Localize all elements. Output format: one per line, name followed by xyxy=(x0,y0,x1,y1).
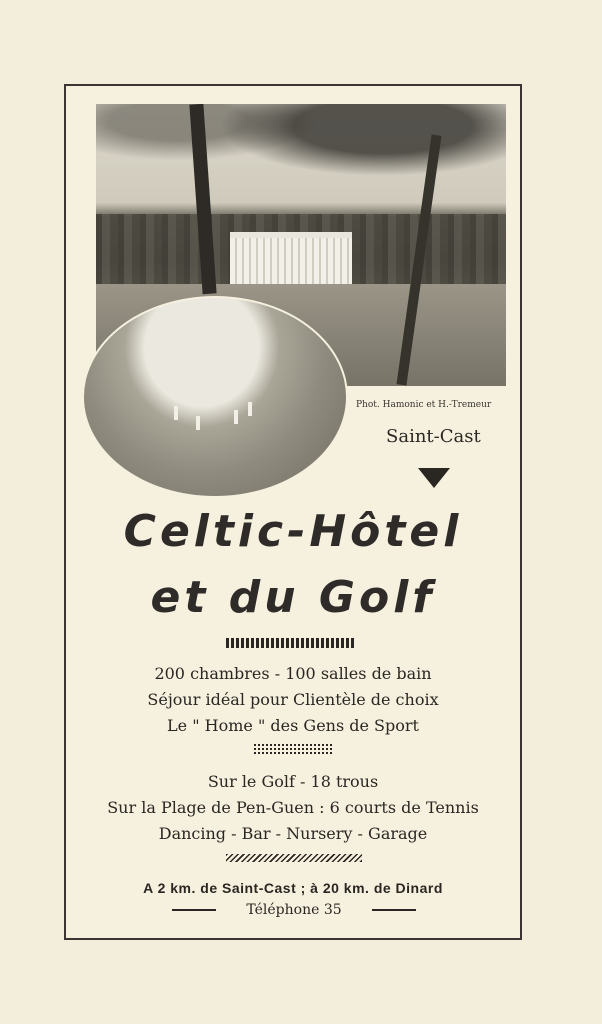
photo-credit: Phot. Hamonic et H.-Tremeur xyxy=(356,400,492,410)
phone-row xyxy=(172,902,416,918)
sport-line: Sur le Golf - 18 trous xyxy=(207,772,379,791)
phone-number: Téléphone 35 xyxy=(246,902,342,918)
dash-divider xyxy=(172,909,216,911)
amenity-line: Le " Home " des Gens de Sport xyxy=(167,716,419,735)
hotel-name-line1: Celtic-Hôtel xyxy=(123,506,463,557)
place-name: Saint-Cast xyxy=(386,426,481,447)
amenity-line: Séjour idéal pour Clientèle de choix xyxy=(147,690,439,709)
golfer-figure xyxy=(174,406,178,420)
distance-info: A 2 km. de Saint-Cast ; à 20 km. de Dinard xyxy=(143,880,443,896)
wave-ornament-divider xyxy=(254,744,334,754)
hotel-building xyxy=(230,232,352,290)
golfer-figure xyxy=(248,402,252,416)
hotel-name-line2: et du Golf xyxy=(150,572,436,623)
golfer-figure xyxy=(196,416,200,430)
zigzag-ornament-divider xyxy=(226,854,362,862)
amenity-line: 200 chambres - 100 salles de bain xyxy=(154,664,432,683)
tree-canopy xyxy=(96,104,506,214)
sport-line: Dancing - Bar - Nursery - Garage xyxy=(158,824,428,843)
down-triangle-ornament xyxy=(418,468,450,488)
golfer-figure xyxy=(234,410,238,424)
bar-ornament-divider xyxy=(226,638,356,648)
golfers-oval-photograph xyxy=(82,296,348,498)
sport-line: Sur la Plage de Pen-Guen : 6 courts de Tennis xyxy=(107,798,479,817)
dash-divider xyxy=(372,909,416,911)
